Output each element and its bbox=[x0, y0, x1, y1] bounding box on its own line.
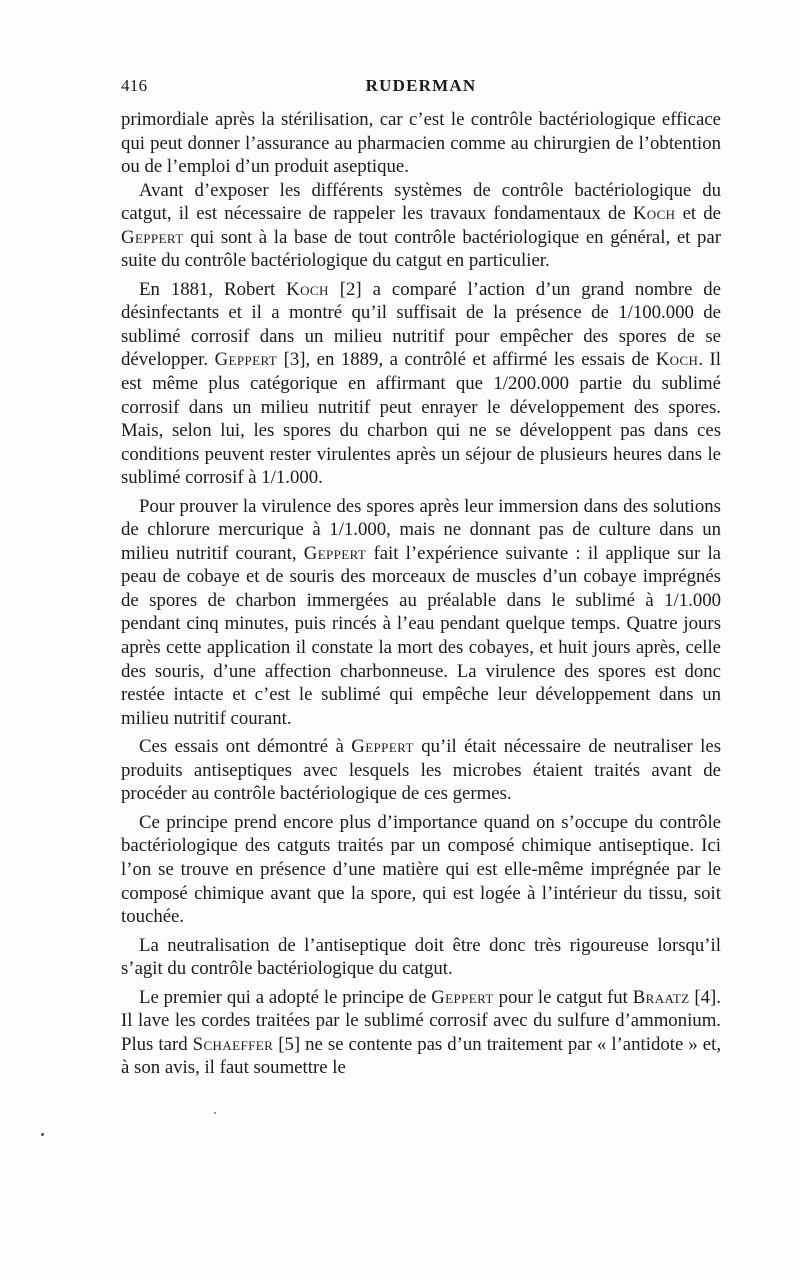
author-name: Geppert bbox=[214, 349, 278, 371]
running-head: RUDERMAN bbox=[365, 76, 477, 95]
paragraph-4: Pour prouver la virulence des spores après leur immersion dans des solutions de chlorure mercurique à 1/1.000, mais ne donnant pas de culture dans un milieu nutritif courant, Geppert fait l’expérience suivante : il applique sur la peau de cobaye et de souris des morceaux de muscles d’un cobaye imprégnés de spores de charbon immergées au préalable dans le sublimé à 1/1.000 pendant cinq minutes, puis rincés à l’eau pendant quelque temps. Quatre jours après cette application il constate la mort des cobayes, et huit jours après, celle des souris, d’une affection charbonneuse. La virulence des spores est donc restée intacte et c’est le sublimé qui empêche leur développement dans un milieu nutritif courant. bbox=[121, 495, 722, 729]
paragraph-5: Ces essais ont démontré à Geppert qu’il était nécessaire de neutraliser les produits antiseptiques avec lesquels les microbes étaient traités avant de procéder au contrôle bactériologique de ces germes. bbox=[121, 736, 721, 805]
author-name: Koch bbox=[286, 278, 329, 300]
paragraph-1: primordiale après la stérilisation, car c’est le contrôle bactériologique efficace qui peut donner l’assurance au pharmacien comme au chirurgien de l’obtention ou de l’emploi d’un produit aseptique. bbox=[121, 109, 721, 178]
paragraph-3: En 1881, Robert Koch [2] a comparé l’action d’un grand nombre de désinfectants et il a montré qu’il suffisait de la présence de 1/100.000 de sublimé corrosif dans un milieu nutritif pour empêcher des spores de se développer. Geppert [3], en 1889, a contrôlé et affirmé les essais de Koch. Il est même plus catégorique en affirmant que 1/200.000 partie du sublimé corrosif dans un milieu nutritif peut enrayer le développement des spores. Mais, selon lui, les spores du charbon qui ne se développent pas dans ces conditions peuvent rester virulentes après un séjour de plusieurs heures dans le sublimé corrosif à 1/1.000. bbox=[121, 278, 721, 489]
author-name: Koch bbox=[632, 203, 676, 225]
page-number: 416 bbox=[121, 76, 148, 95]
paragraph-8: Le premier qui a adopté le principe de Geppert pour le catgut fut Braatz [4]. Il lave les cordes traitées par le sublimé corrosif avec du sulfure d’ammonium. Plus tard Schaeffer [5] ne se contente pas d’un traitement par « l’antidote » et, à son avis, il faut soumettre le bbox=[121, 986, 722, 1079]
body-text bbox=[121, 108, 721, 1080]
page-header bbox=[121, 76, 721, 100]
author-name: Geppert bbox=[303, 542, 367, 564]
author-name: Geppert bbox=[431, 986, 494, 1008]
scan-speck bbox=[214, 1112, 216, 1114]
author-name: Braatz bbox=[632, 986, 690, 1008]
paragraph-7: La neutralisation de l’antiseptique doit être donc très rigoureuse lorsqu’il s’agit du contrôle bactériologique du catgut. bbox=[121, 934, 721, 980]
scan-speck bbox=[41, 1133, 44, 1136]
author-name: Koch bbox=[655, 349, 699, 371]
paragraph-2: Avant d’exposer les différents systèmes de contrôle bactériologique du catgut, il est nécessaire de rappeler les travaux fondamentaux de Koch et de Geppert qui sont à la base de tout contrôle bactériologique en général, et par suite du contrôle bactériologique du catgut en particulier. bbox=[121, 179, 721, 272]
author-name: Geppert bbox=[351, 736, 414, 758]
author-name: Geppert bbox=[121, 226, 184, 248]
author-name: Schaeffer bbox=[192, 1033, 274, 1055]
paragraph-6: Ce principe prend encore plus d’importance quand on s’occupe du contrôle bactériologique des catguts traités par un composé chimique antiseptique. Ici l’on se trouve en présence d’une matière qui est elle-même imprégnée par le composé chimique avant que la spore, qui est logée à l’intérieur du tissu, soit touchée. bbox=[121, 811, 721, 928]
